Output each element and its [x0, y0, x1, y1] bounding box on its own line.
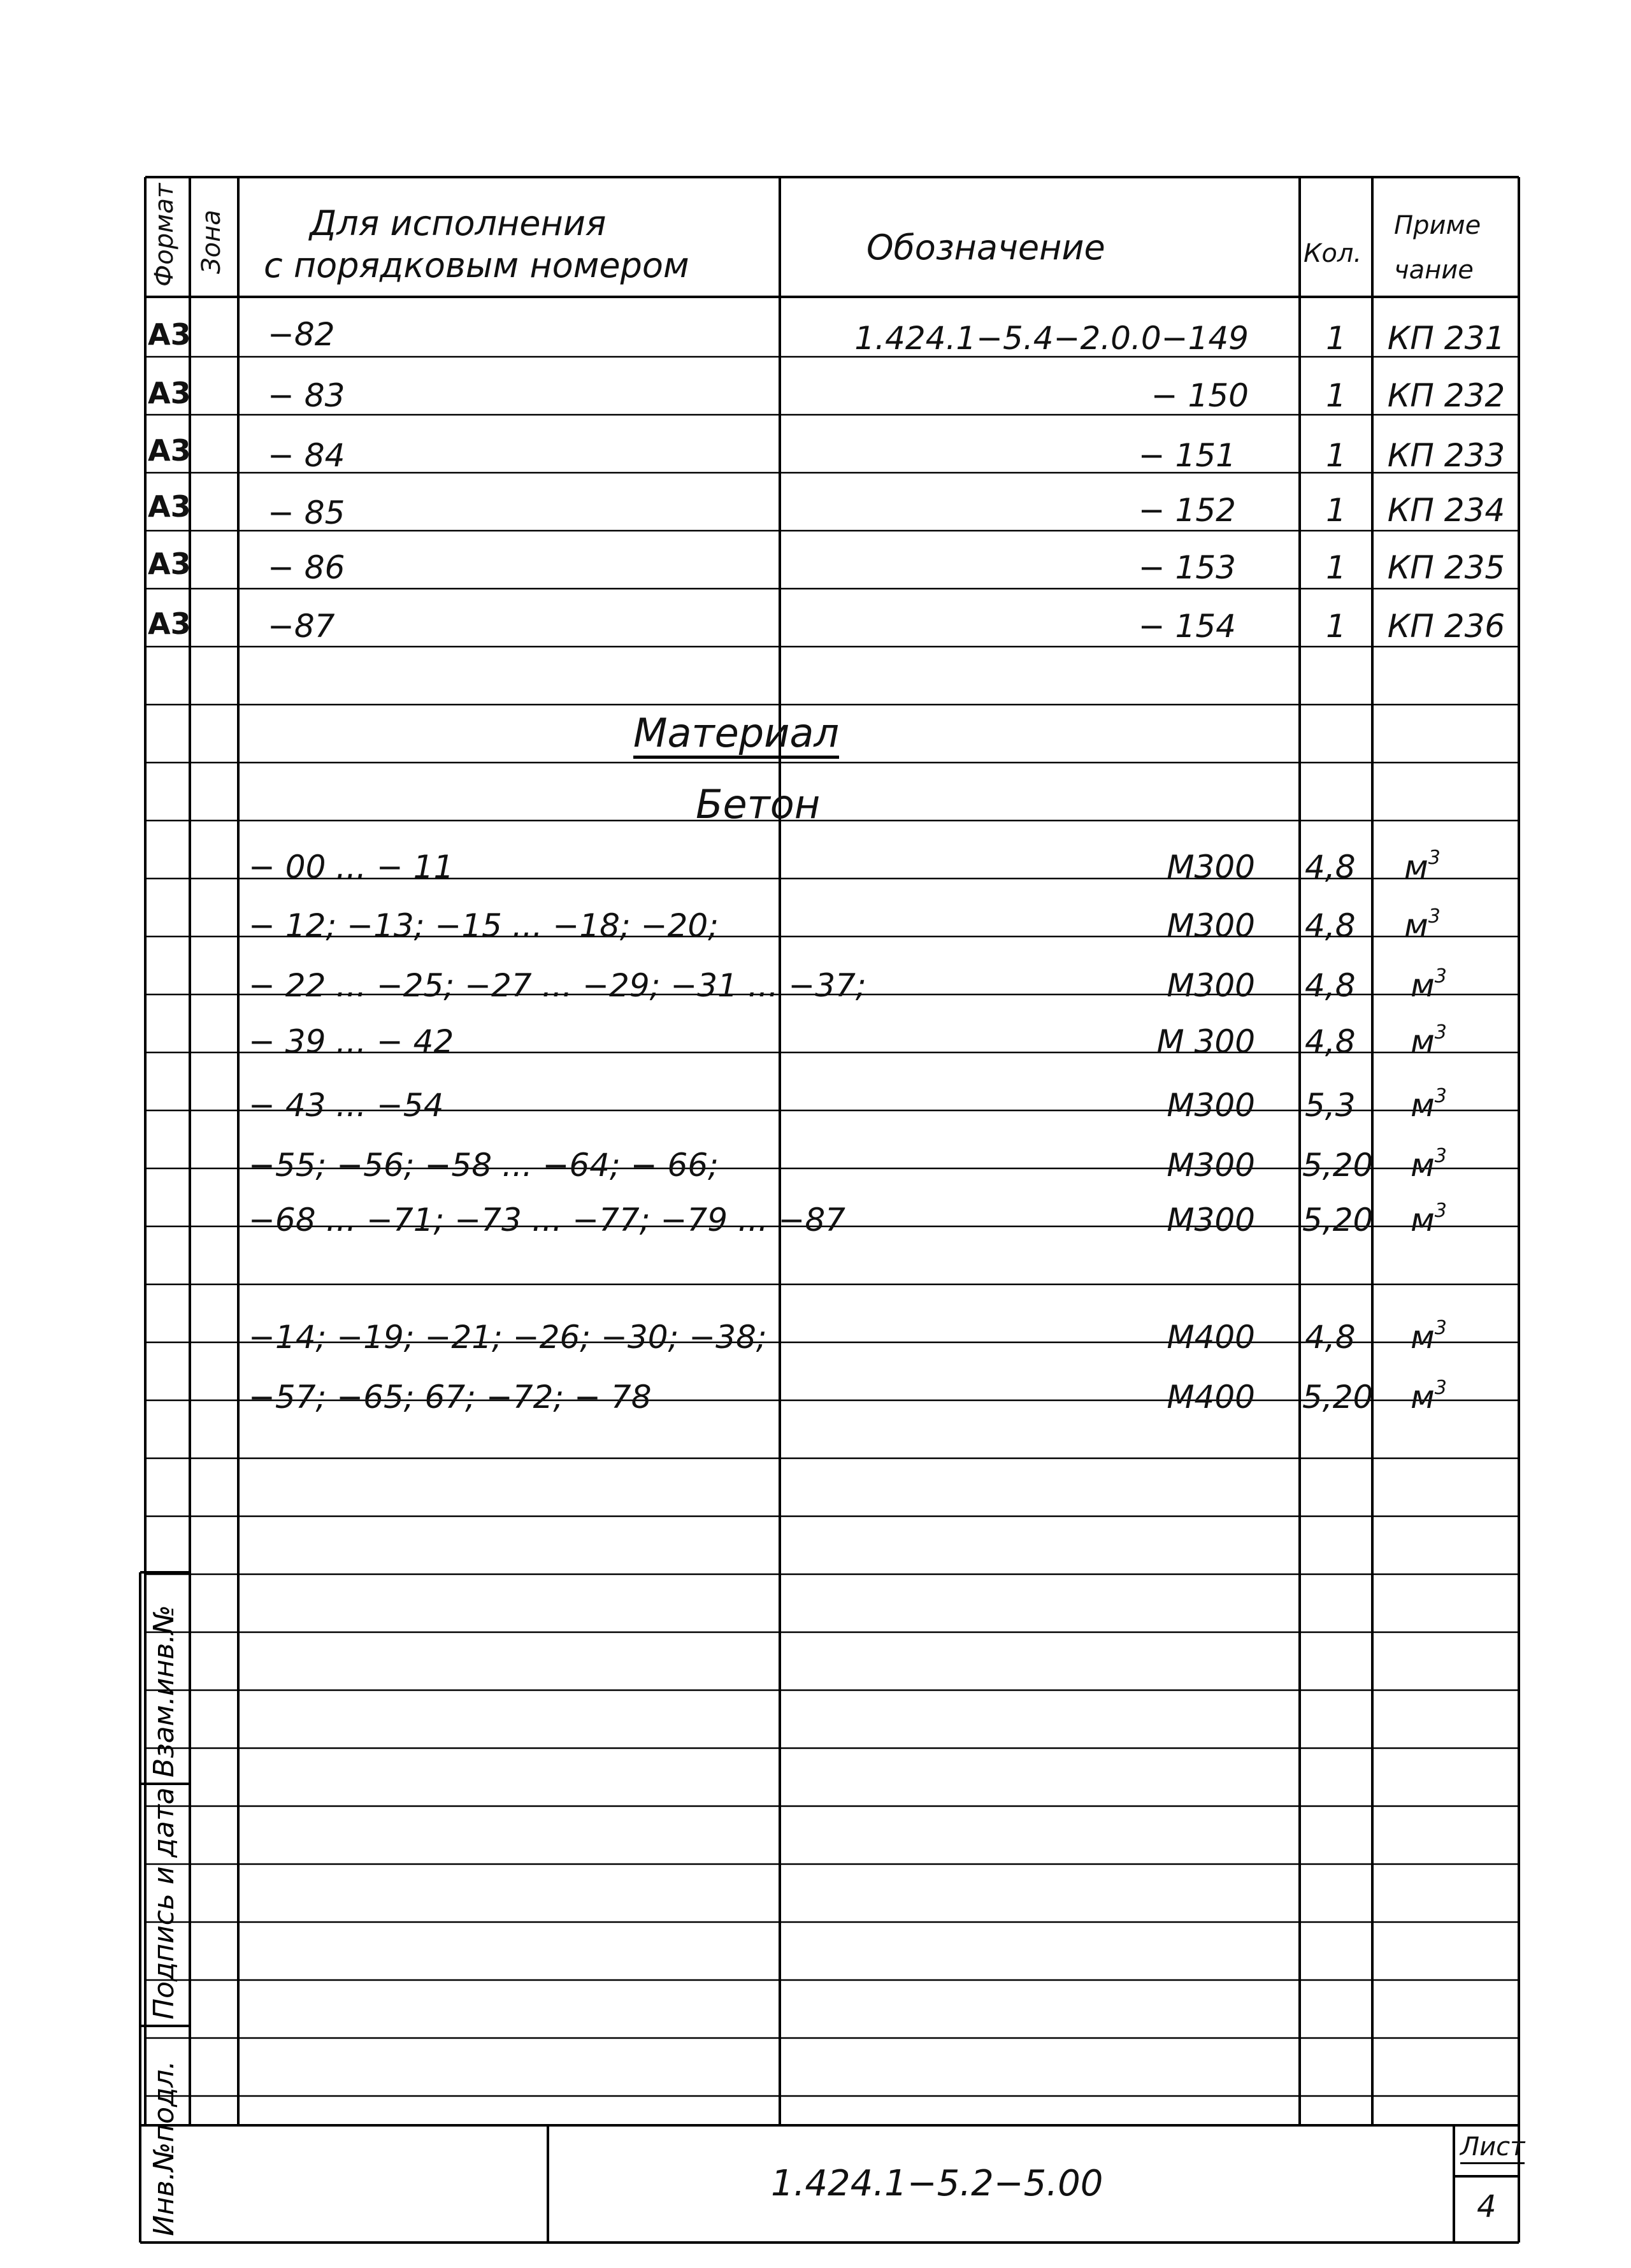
- header-note-2: чание: [1394, 255, 1474, 285]
- row-format: А3: [148, 376, 191, 410]
- row-note: КП 232: [1387, 377, 1505, 414]
- row-note: КП 233: [1387, 437, 1505, 474]
- material-designation: М300: [1167, 907, 1255, 944]
- material-exec: − 12; −13; −15 ... −18; −20;: [248, 907, 719, 944]
- header-for-exec-1: Для исполнения: [310, 203, 607, 243]
- material-designation: М300: [1167, 1202, 1255, 1238]
- material-unit: $м^3$: [1411, 1085, 1447, 1124]
- row-qty: 1: [1326, 549, 1346, 586]
- row-format: А3: [148, 606, 191, 641]
- row-exec: −87: [268, 608, 335, 645]
- material-qty: 5,20: [1302, 1147, 1374, 1184]
- header-note-1: Приме: [1394, 211, 1481, 240]
- row-format: А3: [148, 317, 191, 352]
- row-designation: − 150: [1151, 377, 1249, 414]
- side-label-inv-orig: Инв.№подл.: [148, 2060, 180, 2236]
- row-format: А3: [148, 433, 191, 468]
- row-designation: 1.424.1−5.4−2.0.0−149: [854, 320, 1249, 357]
- row-qty: 1: [1326, 437, 1346, 474]
- row-designation: − 154: [1138, 608, 1236, 645]
- material-unit: $м^3$: [1411, 1377, 1447, 1416]
- material-unit: $м^3$: [1411, 1021, 1447, 1060]
- material-qty: 5,20: [1302, 1202, 1374, 1238]
- material-designation: М300: [1167, 1147, 1255, 1184]
- row-exec: − 83: [268, 377, 345, 414]
- material-unit: $м^3$: [1411, 1317, 1447, 1356]
- material-designation: М300: [1167, 1087, 1255, 1124]
- row-designation: − 151: [1138, 437, 1236, 474]
- header-for-exec-2: с порядковым номером: [264, 245, 689, 285]
- material-exec: − 22 ... −25; −27 ... −29; −31 ... −37;: [248, 967, 866, 1004]
- row-designation: − 153: [1138, 549, 1236, 586]
- material-qty: 5,3: [1305, 1087, 1356, 1124]
- material-exec: −57; −65; 67; −72; − 78: [248, 1379, 652, 1416]
- side-label-sign-date: Подпись и дата: [148, 1787, 180, 2020]
- material-designation: М400: [1167, 1379, 1255, 1416]
- material-exec: − 00 ... − 11: [248, 849, 454, 886]
- row-exec: −82: [268, 316, 335, 353]
- row-exec: − 85: [268, 494, 345, 531]
- material-designation: М300: [1167, 967, 1255, 1004]
- material-unit: $м^3$: [1404, 847, 1441, 886]
- material-designation: М300: [1167, 849, 1255, 886]
- material-qty: 4,8: [1305, 849, 1356, 886]
- material-unit: $м^3$: [1411, 1200, 1447, 1238]
- material-qty: 5,20: [1302, 1379, 1374, 1416]
- material-exec: −68 ... −71; −73 ... −77; −79 ... −87: [248, 1202, 845, 1238]
- row-format: А3: [148, 489, 191, 524]
- row-format: А3: [148, 547, 191, 581]
- material-designation: М 300: [1156, 1023, 1255, 1060]
- header-zone: Зона: [197, 210, 226, 274]
- material-unit: $м^3$: [1411, 1145, 1447, 1184]
- row-exec: − 84: [268, 437, 345, 474]
- row-designation: − 152: [1138, 492, 1236, 529]
- material-qty: 4,8: [1305, 967, 1356, 1004]
- section-concrete: Бетон: [696, 781, 821, 828]
- document-code: 1.424.1−5.2−5.00: [771, 2163, 1103, 2204]
- row-exec: − 86: [268, 549, 345, 586]
- header-designation: Обозначение: [866, 227, 1105, 268]
- material-qty: 4,8: [1305, 907, 1356, 944]
- row-note: КП 235: [1387, 549, 1505, 586]
- row-qty: 1: [1326, 377, 1346, 414]
- material-qty: 4,8: [1305, 1319, 1356, 1356]
- row-qty: 1: [1326, 608, 1346, 645]
- row-note: КП 234: [1387, 492, 1505, 529]
- header-qty: Кол.: [1304, 239, 1362, 268]
- side-label-replace-inv: Взам.инв.№: [148, 1605, 180, 1777]
- material-exec: −55; −56; −58 ... −64; − 66;: [248, 1147, 719, 1184]
- material-qty: 4,8: [1305, 1023, 1356, 1060]
- material-exec: − 43 ... −54: [248, 1087, 444, 1124]
- header-format: Формат: [150, 183, 179, 287]
- row-qty: 1: [1326, 492, 1346, 529]
- section-material: Материал: [633, 714, 839, 759]
- material-unit: $м^3$: [1411, 965, 1447, 1004]
- row-note: КП 231: [1387, 320, 1505, 357]
- row-note: КП 236: [1387, 608, 1505, 645]
- material-exec: −14; −19; −21; −26; −30; −38;: [248, 1319, 767, 1356]
- row-qty: 1: [1326, 320, 1346, 357]
- material-designation: М400: [1167, 1319, 1255, 1356]
- material-exec: − 39 ... − 42: [248, 1023, 454, 1060]
- sheet-number: 4: [1477, 2189, 1497, 2225]
- sheet-label: Лист: [1460, 2134, 1525, 2164]
- material-unit: $м^3$: [1404, 905, 1441, 944]
